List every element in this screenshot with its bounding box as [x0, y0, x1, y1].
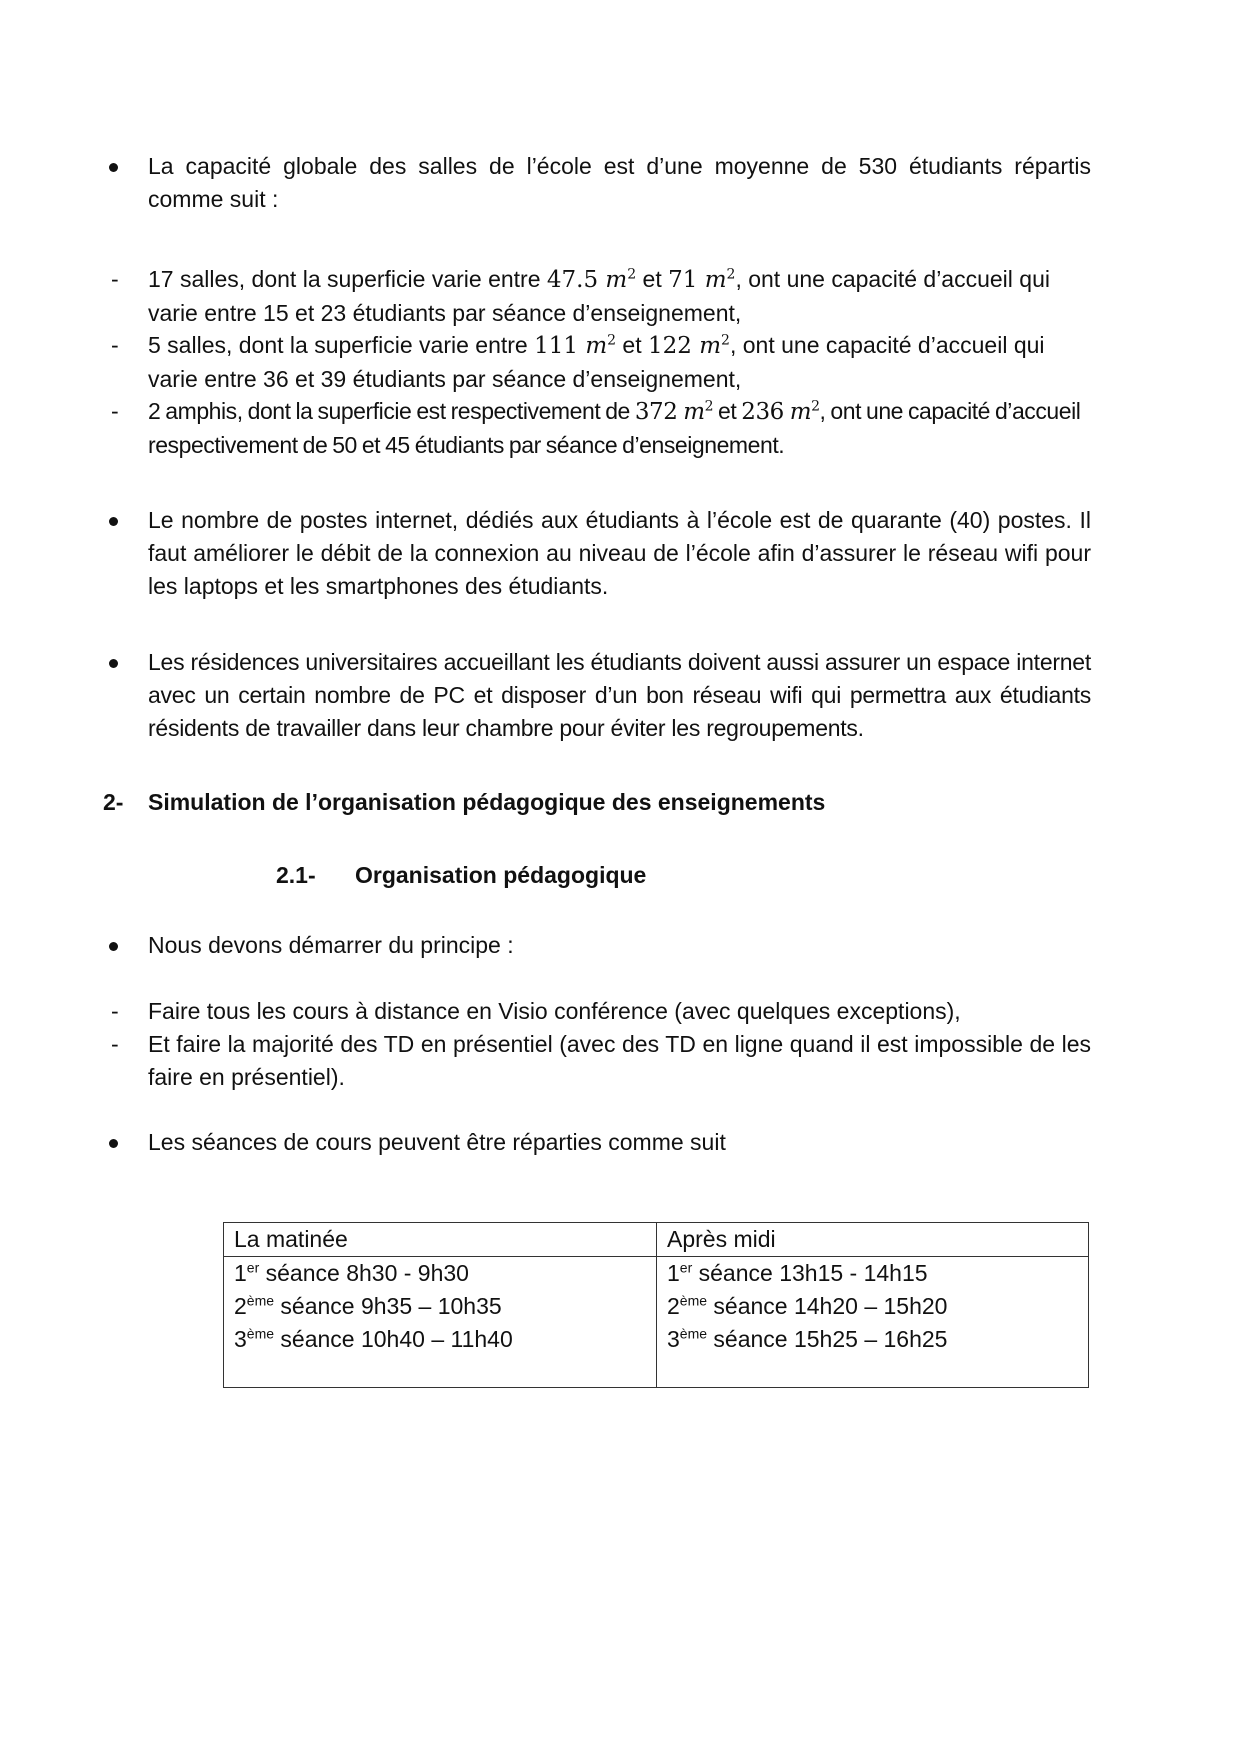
bullet-icon [109, 517, 118, 526]
principle-intro: Nous devons démarrer du principe : [148, 929, 1091, 962]
area-value: 71 $m^2$ [668, 266, 736, 293]
session-line: 3ème séance 10h40 – 11h40 [234, 1325, 513, 1352]
section-2-1-number: 2.1- [276, 862, 316, 888]
section-2-title: Simulation de l’organisation pédagogique des enseignements [148, 789, 826, 815]
table-header-row [224, 1223, 1089, 1257]
area-value: 47.5 $m^2$ [546, 266, 637, 293]
schedule-table [223, 1222, 1089, 1388]
dash-marker: - [111, 266, 119, 292]
bullet-icon [109, 1139, 118, 1148]
session-line: 1er séance 8h30 - 9h30 [234, 1259, 469, 1286]
session-line: 2ème séance 9h35 – 10h35 [234, 1292, 502, 1319]
bullet-icon [109, 942, 118, 951]
internet-paragraph: Le nombre de postes internet, dédiés aux étudiants à l’école est de quarante (40) postes. Il faut améliorer le débit de la connexion au niveau de l’école afin d’assurer le réseau wifi pour les laptops et les smartphones des étudiants. [148, 504, 1091, 603]
principle-item-1: - Faire tous les cours à distance en Visio conférence (avec quelques exceptions), [148, 995, 1091, 1028]
dash-marker: - [111, 398, 119, 424]
area-value: 372 $m^2$ [634, 398, 714, 425]
capacity-paragraph: La capacité globale des salles de l’école est d’une moyenne de 530 étudiants répartis comme suit : [148, 150, 1091, 216]
dash-marker: - [111, 332, 119, 358]
sessions-intro: Les séances de cours peuvent être réparties comme suit [148, 1126, 1091, 1159]
area-value: 111 $m^2$ [534, 332, 617, 359]
dash-marker: - [111, 1031, 119, 1057]
session-line: 3ème séance 15h25 – 16h25 [667, 1325, 948, 1352]
table-row [224, 1257, 1089, 1388]
principle-item-2: - Et faire la majorité des TD en présentiel (avec des TD en ligne quand il est impossible de les faire en présentiel). [148, 1028, 1091, 1094]
table-header-afternoon: Après midi [657, 1223, 1089, 1257]
afternoon-sessions-cell [657, 1257, 1089, 1388]
room-item-3: - 2 amphis, dont la superficie est respectivement de 372 $m^2$ et 236 $m^2$, ont une capacité d’accueil respectivement de 50 et 45 étudiants par séance d’enseignement. [148, 395, 1091, 462]
section-2-number: 2- [103, 789, 124, 815]
area-value: 236 $m^2$ [741, 398, 820, 425]
table-header-morning: La matinée [224, 1223, 657, 1257]
area-value: 122 $m^2$ [648, 332, 730, 359]
morning-sessions-cell [224, 1257, 657, 1388]
room-item-2: - 5 salles, dont la superficie varie entre 111 $m^2$ et 122 $m^2$, ont une capacité d’accueil qui varie entre 36 et 39 étudiants par séance d’enseignement, [148, 329, 1091, 396]
section-2-1-title: Organisation pédagogique [355, 862, 647, 888]
session-line: 1er séance 13h15 - 14h15 [667, 1259, 928, 1286]
bullet-icon [109, 659, 118, 668]
bullet-icon [109, 163, 118, 172]
residences-paragraph: Les résidences universitaires accueillant les étudiants doivent aussi assurer un espace internet avec un certain nombre de PC et disposer d’un bon réseau wifi qui permettra aux étudiants résidents de travailler dans leur chambre pour éviter les regroupements. [148, 646, 1091, 745]
room-item-1: - 17 salles, dont la superficie varie entre 47.5 $m^2$ et 71 $m^2$, ont une capacité d’accueil qui varie entre 15 et 23 étudiants par séance d’enseignement, [148, 263, 1091, 330]
session-line: 2ème séance 14h20 – 15h20 [667, 1292, 948, 1319]
dash-marker: - [111, 998, 119, 1024]
